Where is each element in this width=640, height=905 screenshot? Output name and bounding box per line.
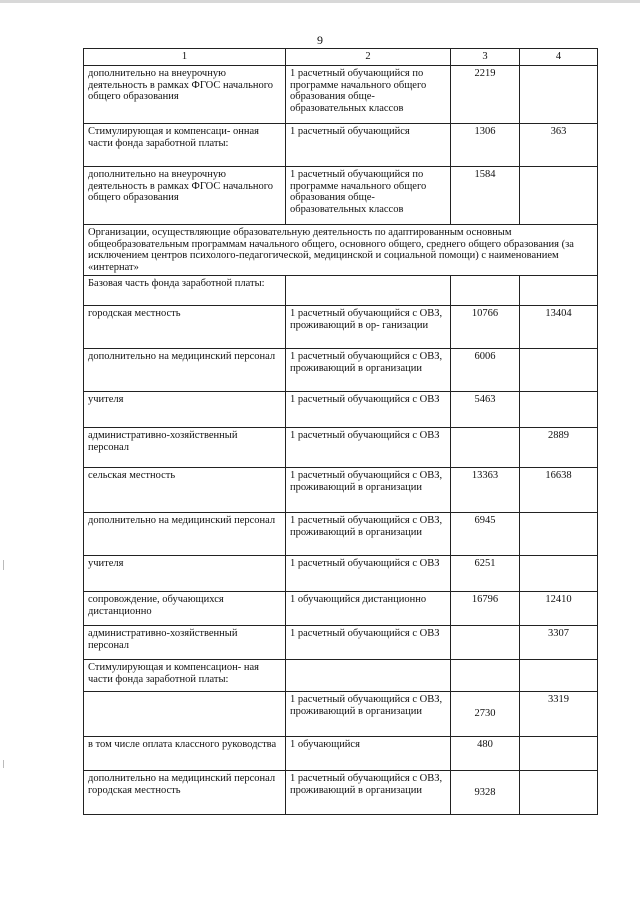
cell-category [84,692,286,737]
cell-value-4 [520,737,598,771]
cell-value-3 [451,276,520,306]
column-header: 1 [84,49,286,66]
cell-unit: 1 расчетный обучающийся с ОВЗ [286,392,451,428]
cell-value-4 [520,771,598,815]
cell-value-4 [520,556,598,592]
cell-value-4 [520,392,598,428]
cell-value-4: 16638 [520,468,598,513]
table-row [84,513,598,556]
cell-value-3: 1584 [451,167,520,225]
cell-category: сопровождение, обучающихся дистанционно [84,592,286,626]
cell-value-3 [451,626,520,660]
cell-value-3: 6251 [451,556,520,592]
cell-value-4 [520,66,598,124]
cell-unit: 1 расчетный обучающийся с ОВЗ, проживающий в организации [286,349,451,392]
cell-unit: 1 расчетный обучающийся с ОВЗ, проживающий в организации [286,468,451,513]
cell-category: Стимулирующая и компенсаци- онная части фонда заработной платы: [84,124,286,167]
cell-unit: 1 расчетный обучающийся с ОВЗ, проживающий в организации [286,771,451,815]
cell-value-3: 2219 [451,66,520,124]
table-row [84,124,598,167]
table-row [84,592,598,626]
cell-category: административно-хозяйственный персонал [84,626,286,660]
cell-category: Базовая часть фонда заработной платы: [84,276,286,306]
column-number-row [84,49,598,66]
cell-value-4: 12410 [520,592,598,626]
table-row [84,276,598,306]
cell-value-4 [520,167,598,225]
cell-value-4 [520,349,598,392]
cell-category: дополнительно на внеурочную деятельность в рамках ФГОС начального общего образования [84,167,286,225]
cell-value-3: 5463 [451,392,520,428]
cell-unit: 1 расчетный обучающийся с ОВЗ, проживающий в организации [286,513,451,556]
column-header: 4 [520,49,598,66]
cell-value-3: 9328 [451,771,520,815]
cell-category: дополнительно на медицинский персонал [84,349,286,392]
page-number: 9 [317,33,323,47]
cell-value-4: 3307 [520,626,598,660]
column-header: 3 [451,49,520,66]
cell-value-4 [520,660,598,692]
cell-category: дополнительно на медицинский персонал городская местность [84,771,286,815]
table-row [84,468,598,513]
cell-value-4: 363 [520,124,598,167]
table-row [84,428,598,468]
cell-unit: 1 обучающийся [286,737,451,771]
cell-value-3 [451,428,520,468]
cell-unit: 1 расчетный обучающийся [286,124,451,167]
scan-margin-mark [3,560,4,570]
cell-value-3: 6945 [451,513,520,556]
cell-unit: 1 расчетный обучающийся по программе начального общего образования обще- образовательных классов [286,167,451,225]
table-row [84,306,598,349]
cell-unit: 1 расчетный обучающийся с ОВЗ [286,556,451,592]
cell-value-3: 6006 [451,349,520,392]
cell-category: Стимулирующая и компенсацион- ная части фонда заработной платы: [84,660,286,692]
table-row [84,737,598,771]
table-row [84,349,598,392]
cell-value-3: 16796 [451,592,520,626]
section-row [84,225,598,276]
column-header: 2 [286,49,451,66]
cell-unit: 1 расчетный обучающийся по программе начального общего образования обще- образовательных классов [286,66,451,124]
cell-value-3: 2730 [451,692,520,737]
table-row [84,556,598,592]
section-heading: Организации, осуществляющие образовательную деятельность по адаптированным основным общеобразовательным программам начального общего, основного общего, среднего общего образования (за исключением центров психолого-педагогической, медицинской и социальной помощи) с наименованием «интернат» [84,225,598,276]
cell-unit: 1 расчетный обучающийся с ОВЗ, проживающий в ор- ганизации [286,306,451,349]
table-row [84,392,598,428]
cell-unit: 1 расчетный обучающийся с ОВЗ [286,626,451,660]
cell-category: сельская местность [84,468,286,513]
cell-category: административно-хозяйственный персонал [84,428,286,468]
funding-standards-table [83,48,598,815]
cell-unit: 1 расчетный обучающийся с ОВЗ [286,428,451,468]
table-row [84,660,598,692]
table-row [84,66,598,124]
cell-unit: 1 обучающийся дистанционно [286,592,451,626]
cell-value-4 [520,513,598,556]
cell-value-4: 2889 [520,428,598,468]
scan-margin-mark [3,760,4,768]
cell-value-3: 13363 [451,468,520,513]
cell-value-3: 1306 [451,124,520,167]
cell-value-3 [451,660,520,692]
table-row [84,692,598,737]
cell-category: учителя [84,556,286,592]
table-row [84,167,598,225]
table-row [84,771,598,815]
cell-category: дополнительно на медицинский персонал [84,513,286,556]
cell-category: в том числе оплата классного руководства [84,737,286,771]
cell-value-4: 3319 [520,692,598,737]
cell-category: дополнительно на внеурочную деятельность в рамках ФГОС начального общего образования [84,66,286,124]
scan-top-edge [0,0,640,3]
cell-unit [286,660,451,692]
cell-unit: 1 расчетный обучающийся с ОВЗ, проживающий в организации [286,692,451,737]
cell-unit [286,276,451,306]
cell-value-3: 480 [451,737,520,771]
cell-value-4 [520,276,598,306]
table-row [84,626,598,660]
cell-category: городская местность [84,306,286,349]
cell-value-3: 10766 [451,306,520,349]
cell-value-4: 13404 [520,306,598,349]
cell-category: учителя [84,392,286,428]
